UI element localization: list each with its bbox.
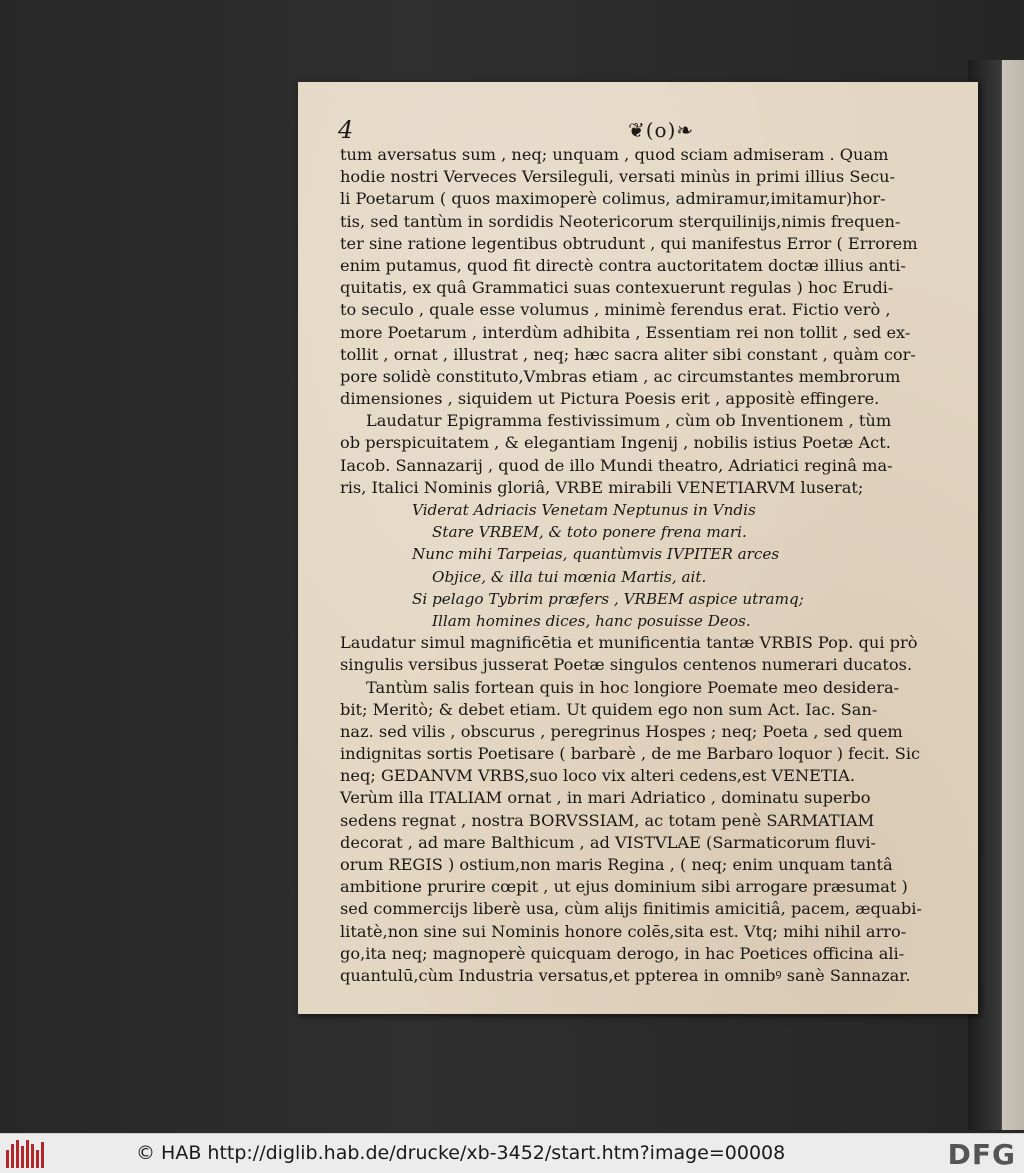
page-body-text [340,144,950,987]
text-line: quitatis, ex quâ Grammatici suas contexuerunt regulas ) hoc Erudi- [340,278,894,298]
text-line: to seculo , quale esse volumus , minimè ferendus erat. Fictio verò , [340,300,891,320]
text-line: litatè,non sine sui Nominis honore colēs,sita est. Vtq; mihi nihil arro- [340,921,907,941]
text-line: tollit , ornat , illustrat , neq; hæc sacra aliter sibi constant , quàm cor- [340,344,916,364]
text-line: Illam homines dices, hanc posuisse Deos. [432,611,751,630]
text-line: tis, sed tantùm in sordidis Neotericorum sterquilinijs,nimis frequen- [340,211,901,231]
text-line: ris, Italici Nominis gloriâ, VRBE mirabili VENETIARVM luserat; [340,477,864,497]
text-line: decorat , ad mare Balthicum , ad VISTVLAE (Sarmaticorum fluvi- [340,832,876,852]
text-line: Laudatur Epigramma festivissimum , cùm ob Inventionem , tùm [366,411,892,431]
text-line: sed commercijs liberè usa, cùm alijs finitimis amicitiâ, pacem, æquabi- [340,899,922,919]
text-line: bit; Meritò; & debet etiam. Ut quidem ego non sum Act. Iac. San- [340,699,878,719]
text-line: neq; GEDANVM VRBS,suo loco vix alteri cedens,est VENETIA. [340,766,855,786]
text-line: sedens regnat , nostra BORVSSIAM, ac totam penè SARMATIAM [340,810,875,830]
text-line: Tantùm salis fortean quis in hoc longiore Poemate meo desidera- [366,677,900,697]
viewer-footer [0,1133,1024,1173]
text-line: orum REGIS ) ostium,non maris Regina , ( neq; enim unquam tantâ [340,855,893,874]
text-line: Laudatur simul magnificētia et munificentia tantæ VRBIS Pop. qui prò [340,633,918,653]
text-line: hodie nostri Verveces Versileguli, versati minùs in primi illius Secu- [340,167,896,187]
text-line: Objice, & illa tui mœnia Martis, ait. [432,567,707,586]
text-line: more Poetarum , interdùm adhibita , Essentiam rei non tollit , sed ex- [340,322,911,342]
source-link[interactable]: © HAB http://diglib.hab.de/drucke/xb-3452/start.htm?image=00008 [136,1142,786,1164]
text-line: ambitione prurire cœpit , ut ejus dominium sibi arrogare præsumat ) [340,877,908,897]
text-line: dimensiones , siquidem ut Pictura Poesis erit , appositè effingere. [340,389,880,409]
text-line: singulis versibus jusserat Poetæ singulos centenos numerari ducatos. [340,655,913,675]
text-line: Si pelago Tybrim præfers , VRBEM aspice utramq; [412,589,804,608]
text-line: Iacob. Sannazarij , quod de illo Mundi theatro, Adriatici reginâ ma- [340,455,893,475]
page-header [338,116,948,144]
page-number: 4 [338,116,354,144]
text-line: enim putamus, quod fit directè contra auctoritatem doctæ illius anti- [340,255,906,275]
text-line: ter sine ratione legentibus obtrudunt , qui manifestus Error ( Errorem [340,233,918,253]
text-line: go,ita neq; magnoperè quicquam derogo, in hac Poetices officina ali- [340,943,905,963]
text-line: tum aversatus sum , neq; unquam , quod sciam admiseram . Quam [340,145,889,164]
text-line: pore solidè constituto,Vmbras etiam , ac circumstantes membrorum [340,366,901,386]
text-line: indignitas sortis Poetisare ( barbarè , de me Barbaro loquor ) fecit. Sic [340,744,921,764]
dfg-logo[interactable]: DFG [947,1138,1016,1171]
text-line: naz. sed vilis , obscurus , peregrinus Hospes ; neq; Poeta , sed quem [340,721,903,741]
text-line: Viderat Adriacis Venetam Neptunus in Vndis [412,501,756,519]
text-line: Verùm illa ITALIAM ornat , in mari Adriatico , dominatu superbo [340,788,871,808]
book-page [298,82,978,1014]
text-line: li Poetarum ( quos maximoperè colimus, admiramur,imitamur)hor- [340,189,886,209]
hab-logo-icon[interactable] [6,1140,48,1168]
header-ornament: ❦(o)❧ [628,118,695,142]
text-line: quantulū,cùm Industria versatus,et ppterea in omnibꝰ sanè Sannazar. [340,965,911,985]
text-line: Stare VRBEM, & toto ponere frena mari. [432,523,747,542]
text-line: ob perspicuitatem , & elegantiam Ingenij , nobilis istius Poetæ Act. [340,433,891,453]
text-line: Nunc mihi Tarpeias, quantùmvis IVPITER arces [412,545,780,564]
